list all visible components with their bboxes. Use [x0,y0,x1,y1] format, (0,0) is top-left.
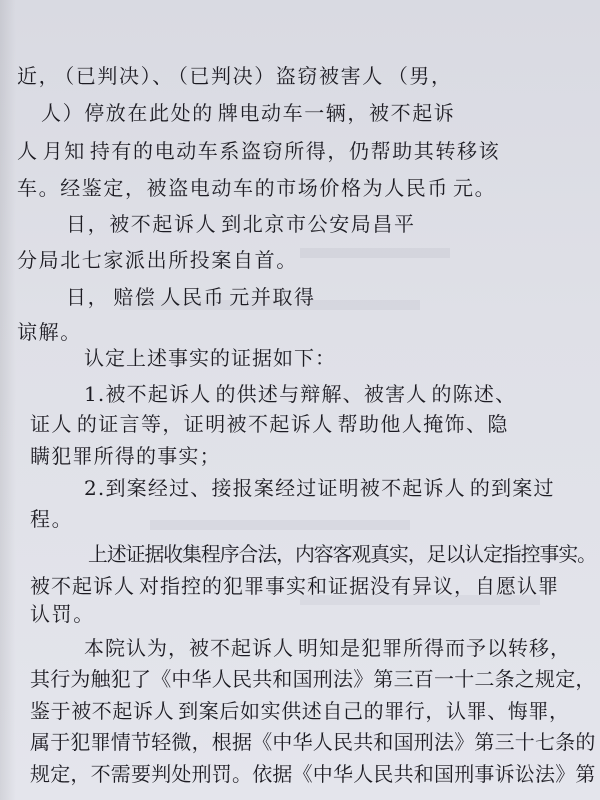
text-segment: 持有的电动车系盗窃所得，仍帮助其转移该 [89,139,501,163]
text-segment: 到北京市公安局昌平 [221,212,416,236]
text-segment: 属于犯罪情节轻微，根据《中华人民共和国刑法》第三十七条的 [30,730,596,754]
text-segment: 日，被不起诉人 [66,212,218,236]
text-segment: 牌电动车一辆，被不起诉 [217,101,456,125]
text-segment: （已判决）盗窃被害人 [177,64,384,88]
bleed-through-mark [150,520,410,530]
text-line [30,600,95,628]
text-line [84,474,555,502]
text-line [17,246,298,274]
text-segment: 其行为触犯了《中华人民共和国刑法》第三百一十二条之规定， [30,667,596,691]
text-segment: 本院认为，被不起诉人 [84,636,294,660]
text-line [17,99,455,127]
text-segment: （已判决）、 [64,64,174,88]
bleed-through-mark [300,248,450,258]
text-segment: 的证言等，证明被不起诉人 [76,412,334,436]
text-segment: 帮助他人掩饰、隐 [337,412,509,436]
text-segment: 的供述与辩解、被害人 [215,382,428,406]
text-line [30,442,221,470]
text-segment: 1.被不起诉人 [84,382,212,406]
text-segment: 明知是犯罪所得而予以转移， [298,636,571,660]
text-line [88,540,596,568]
text-line [30,410,509,438]
text-segment: 元并取得 [229,285,316,309]
text-line [17,174,496,202]
text-segment: 车。经鉴定，被盗电动车的市场价格为人民币 [17,176,449,200]
text-segment: 上述证据收集程序合法，内容客观真实，足以认定指控事实。 [88,542,596,566]
text-segment: 的到案过 [469,476,555,500]
text-segment: 谅解。 [17,320,82,344]
text-line [30,505,73,533]
text-line [17,137,500,165]
text-segment: 分局北七家派出所投案自首。 [17,248,298,272]
text-segment: 到案后如实供述自己的罪行，认罪、悔罪， [178,699,570,723]
text-line [30,697,570,725]
text-line [62,283,316,311]
text-segment: 证人 [30,412,73,436]
text-segment: 鉴于被不起诉人 [30,699,175,723]
text-segment: 被不起诉人 [30,574,135,598]
text-segment: 月知 [42,139,86,163]
text-segment: 认罚。 [30,602,95,626]
text-line [17,318,82,346]
page-shadow [0,0,16,800]
text-line [84,380,516,408]
text-segment: 近， [17,64,61,88]
text-segment: 人民币 [160,285,226,309]
text-segment: 日， [66,285,110,309]
text-segment: 瞒犯罪所得的事实； [30,444,221,468]
text-segment: 对指控的犯罪事实和证据没有异议，自愿认罪 [139,574,559,598]
text-segment: 人 [17,139,39,163]
text-segment: 程。 [30,507,74,531]
text-segment: 规定，不需要判处刑罚。依据《中华人民共和国刑事诉讼法》第 [30,762,596,786]
text-line [30,760,596,788]
text-line [30,665,596,693]
text-line [30,728,596,756]
text-segment: 赔偿 [113,285,157,309]
text-line [62,210,416,238]
text-line [30,572,559,600]
text-line [84,634,571,662]
text-line [17,62,453,90]
text-segment: （男， [387,64,453,88]
section-heading [84,344,336,372]
text-segment: 2.到案经过、接报案经过证明被不起诉人 [84,476,466,500]
text-segment: 元。 [453,176,497,200]
text-segment: 的陈述、 [431,382,517,406]
text-segment: 人）停放在此处的 [41,101,214,125]
text-segment: 认定上述事实的证据如下： [84,346,336,370]
